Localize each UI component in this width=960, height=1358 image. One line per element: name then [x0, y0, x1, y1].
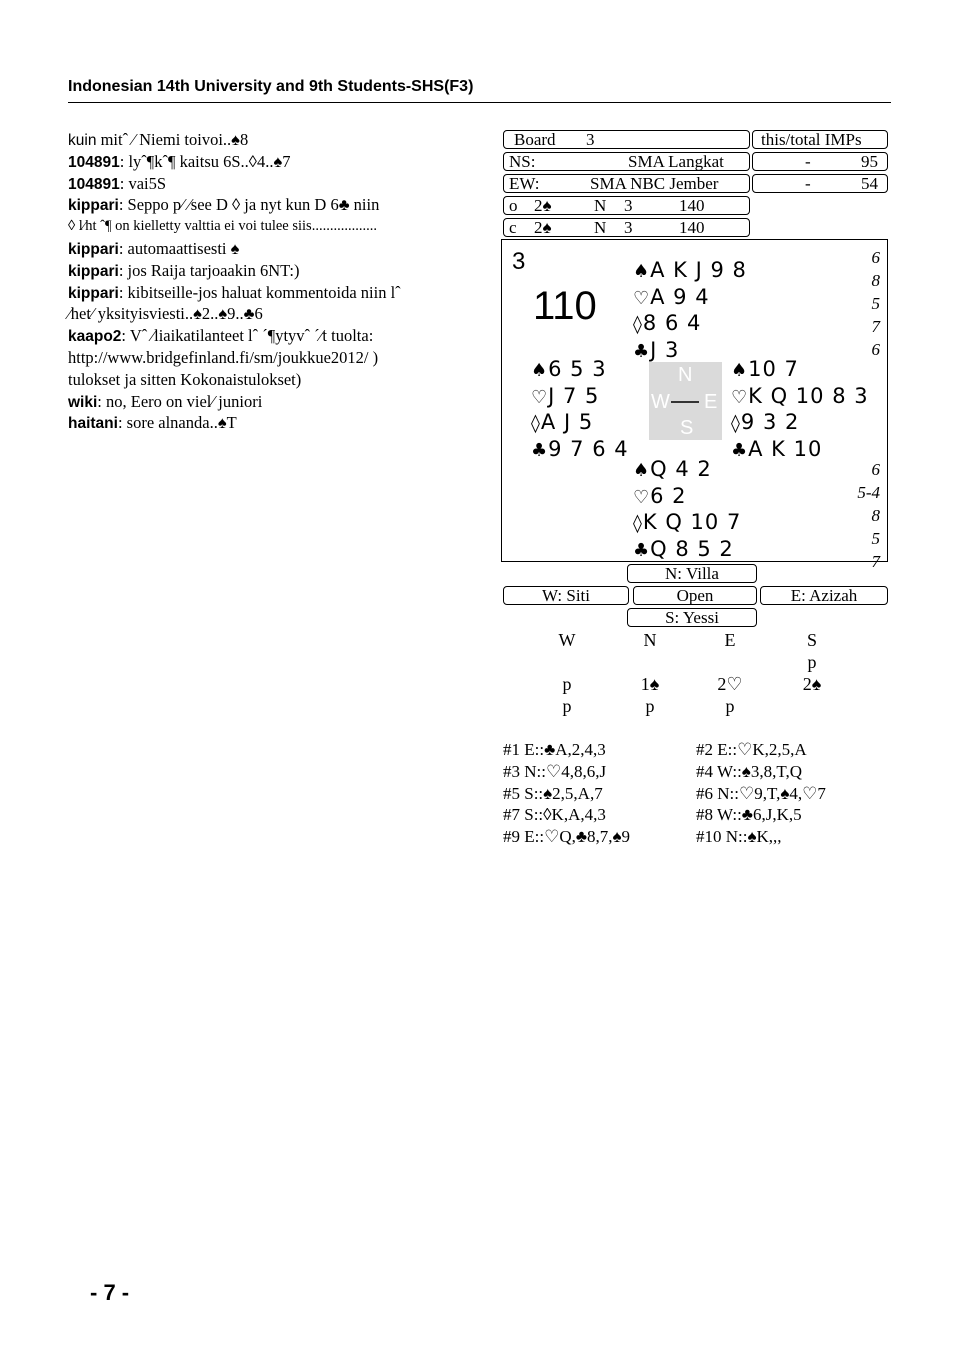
auction-bid: p: [725, 696, 735, 716]
chat-text: tulokset ja sitten Kokonaistulokset): [68, 369, 302, 389]
auction-bid: p: [645, 696, 655, 716]
heart-icon: ♡: [633, 287, 651, 309]
trick-value: 7: [871, 317, 880, 336]
trick-value: 5: [871, 529, 880, 548]
chat-line: [68, 129, 488, 151]
club-icon: ♣: [633, 539, 651, 561]
trick-value: 5-4: [857, 483, 880, 502]
contract: 2♠: [534, 196, 552, 215]
east-player: E: Azizah: [790, 586, 858, 605]
ew-team-box: [503, 174, 750, 193]
club-icon: ♣: [633, 340, 651, 362]
deal-board-number: 3: [512, 248, 526, 275]
chat-line: [68, 412, 488, 434]
auction-bid: p: [562, 674, 572, 694]
south-player-box: [627, 608, 757, 627]
auction-header-s: S: [806, 630, 817, 650]
score: 140: [679, 218, 705, 237]
auction-bid: 1♠: [640, 674, 660, 694]
diamond-icon: ◊: [633, 314, 643, 335]
declarer: N: [594, 218, 607, 237]
board-number: 3: [586, 130, 595, 149]
trick-record: #7 S::◊K,A,4,3: [503, 805, 606, 825]
board-number-box: [503, 130, 750, 149]
chat-nick: kippari: [68, 262, 119, 280]
north-spades: ♠A K J 9 8: [633, 258, 747, 282]
chat-line: [68, 173, 488, 195]
chat-text: : kibitseille-jos haluat kommentoida niin lˆ: [118, 282, 401, 302]
spade-icon: ♠: [531, 360, 549, 381]
trick-value: 6: [871, 340, 880, 359]
title-divider: [68, 102, 891, 103]
chat-text: mitˆ ⁄ Niemi toivoi..♠8: [100, 130, 249, 149]
north-player: N: Villa: [665, 564, 719, 583]
west-hearts: ♡J 7 5: [531, 383, 600, 408]
play-record-right: [696, 739, 826, 848]
east-player-box: [760, 586, 888, 605]
south-clubs: ♣Q 8 5 2: [633, 536, 734, 561]
play-record-left: [503, 739, 630, 848]
chat-line: [68, 303, 488, 325]
west-hand: [531, 357, 629, 463]
chat-nick: kippari: [68, 197, 119, 215]
chat-text: : vai5S: [119, 173, 167, 193]
trick-record: #6 N::♡9,T,♠4,♡7: [696, 783, 826, 803]
ns-team: SMA Langkat: [628, 152, 724, 171]
declarer: N: [594, 196, 607, 215]
south-hearts: ♡6 2: [633, 483, 687, 508]
west-player-box: [503, 586, 629, 605]
chat-line: [68, 325, 488, 347]
trick-value: 8: [871, 271, 880, 290]
chat-nick: kuin: [68, 132, 97, 149]
heart-icon: ♡: [531, 386, 549, 408]
trick-record: #2 E::♡K,2,5,A: [696, 740, 807, 759]
trick-record: #4 W::♠3,8,T,Q: [696, 761, 802, 781]
diamond-icon: ◊: [531, 413, 541, 434]
score: 140: [679, 196, 705, 215]
chat-line: [68, 347, 488, 369]
trick-value: 8: [871, 506, 880, 525]
chat-nick: kippari: [68, 240, 119, 258]
north-hearts: ♡A 9 4: [633, 284, 710, 309]
page-title: Indonesian 14th University and 9th Students-SHS(F3): [68, 78, 474, 95]
south-diamonds: ◊K Q 10 7: [633, 510, 742, 534]
chat-log: [68, 129, 488, 434]
trick-value: 6: [871, 460, 880, 479]
chat-line: [68, 194, 488, 216]
west-player: W: Siti: [541, 586, 590, 605]
west-diamonds: ◊A J 5: [531, 410, 594, 434]
trick-value: 7: [871, 552, 880, 571]
chat-line: [68, 282, 488, 304]
auction-header-w: W: [558, 630, 576, 650]
chat-text: ⁄het⁄ yksityisviesti..♠2..♠9..♣6: [68, 304, 263, 324]
chat-line: [68, 260, 488, 282]
compass-west: W: [651, 391, 670, 413]
north-clubs: ♣J 3: [633, 337, 680, 362]
page-number: - 7 -: [90, 1280, 130, 1305]
club-icon: ♣: [731, 439, 749, 461]
ew-imps-box: [752, 174, 888, 193]
chat-nick: wiki: [68, 393, 98, 411]
chat-line: [68, 151, 488, 173]
tricks: 3: [624, 218, 633, 237]
auction-bid: p: [807, 652, 817, 672]
chat-line: [68, 391, 488, 413]
ew-label: EW:: [509, 174, 540, 193]
contract: 2♠: [534, 218, 552, 237]
compass: [649, 362, 722, 440]
chat-text: : sore alnanda..♠T: [117, 413, 237, 433]
ew-imps-total: 54: [861, 174, 878, 193]
east-clubs: ♣A K 10: [731, 436, 823, 461]
south-spades: ♠Q 4 2: [633, 457, 712, 481]
compass-divider: [671, 401, 699, 403]
trick-value: 6: [871, 248, 880, 267]
chat-nick: 104891: [68, 153, 120, 171]
chat-link: http://www.bridgefinland.fi/sm/joukkue2012/ ): [68, 347, 379, 367]
room-label: o: [509, 196, 518, 215]
west-clubs: ♣9 7 6 4: [531, 436, 629, 461]
ew-team: SMA NBC Jember: [590, 174, 719, 193]
auction-bid: 2♡: [717, 674, 743, 694]
tricks-table-bottom: [840, 458, 880, 573]
ns-label: NS:: [509, 152, 536, 171]
trick-record: #3 N::♡4,8,6,J: [503, 761, 607, 781]
chat-text: : Vˆ ⁄liaikatilanteet lˆ ´¶ytyvˆ ´⁄t tuolta:: [121, 326, 374, 346]
east-spades: ♠10 7: [731, 357, 799, 381]
chat-line: [68, 369, 488, 391]
compass-south: S: [680, 417, 694, 439]
room-box: [633, 586, 757, 605]
chat-text: : jos Raija tarjoaakin 6NT:): [118, 260, 300, 280]
compass-north: N: [678, 364, 693, 386]
heart-icon: ♡: [731, 386, 749, 408]
east-hand: [731, 357, 869, 463]
spade-icon: ♠: [731, 360, 749, 381]
diamond-icon: ◊: [731, 413, 741, 434]
auction-header-n: N: [643, 630, 657, 650]
trick-record: #5 S::♠2,5,A,7: [503, 783, 603, 803]
north-player-box: [627, 564, 757, 583]
room-label: c: [509, 218, 517, 237]
compass-east: E: [704, 391, 718, 413]
east-diamonds: ◊9 3 2: [731, 410, 800, 434]
spade-icon: ♠: [633, 261, 651, 282]
tricks-table-top: [840, 246, 880, 361]
auction-bid: p: [562, 696, 572, 716]
ns-imps-dash: -: [805, 152, 811, 171]
north-hand: [633, 258, 747, 364]
west-spades: ♠6 5 3: [531, 357, 607, 381]
tricks: 3: [624, 196, 633, 215]
board-label: Board: [514, 130, 556, 149]
imps-label: this/total IMPs: [761, 130, 862, 149]
trick-value: 5: [871, 294, 880, 313]
ns-imps-box: [752, 152, 888, 171]
east-hearts: ♡K Q 10 8 3: [731, 383, 869, 408]
south-player: S: Yessi: [665, 608, 719, 627]
chat-nick: kippari: [68, 284, 119, 302]
closed-room-contract-box: [503, 218, 750, 237]
ew-imps-dash: -: [805, 174, 811, 193]
deal-score: 110: [533, 284, 597, 328]
chat-text: : Seppo p⁄ ⁄see D ◊ ja nyt kun D 6♣ niin: [118, 195, 380, 215]
diamond-icon: ◊: [633, 513, 643, 534]
club-icon: ♣: [531, 439, 549, 461]
chat-nick: 104891: [68, 175, 120, 193]
heart-icon: ♡: [633, 486, 651, 508]
chat-text: : lyˆ¶kˆ¶ kaitsu 6S..◊4..♠7: [119, 151, 291, 171]
auction-bid: 2♠: [802, 674, 822, 694]
chat-nick: kaapo2: [68, 328, 122, 346]
trick-record: #1 E::♣A,2,4,3: [503, 740, 606, 759]
room-name: Open: [676, 586, 714, 605]
north-diamonds: ◊8 6 4: [633, 311, 702, 335]
chat-nick: haitani: [68, 415, 118, 433]
trick-record: #8 W::♣6,J,K,5: [696, 805, 802, 825]
south-hand: [633, 457, 741, 563]
trick-record: #10 N::♠K,,,: [696, 827, 782, 847]
chat-text: : no, Eero on viel⁄ juniori: [97, 391, 263, 411]
diamond-icon: ◊: [68, 218, 76, 235]
trick-record: #9 E::♡Q,♣8,7,♠9: [503, 827, 631, 847]
auction-header-e: E: [724, 630, 736, 650]
imps-header-box: [752, 130, 888, 149]
chat-text: l⁄ht ˆ¶ on kielletty valttia ei voi tulee siis..................: [75, 218, 377, 235]
open-room-contract-box: [503, 196, 750, 215]
ns-team-box: [503, 152, 750, 171]
chat-text: : automaattisesti ♠: [118, 238, 240, 258]
chat-line: [68, 216, 488, 238]
spade-icon: ♠: [633, 460, 651, 481]
chat-line: [68, 238, 488, 260]
ns-imps-total: 95: [861, 152, 878, 171]
